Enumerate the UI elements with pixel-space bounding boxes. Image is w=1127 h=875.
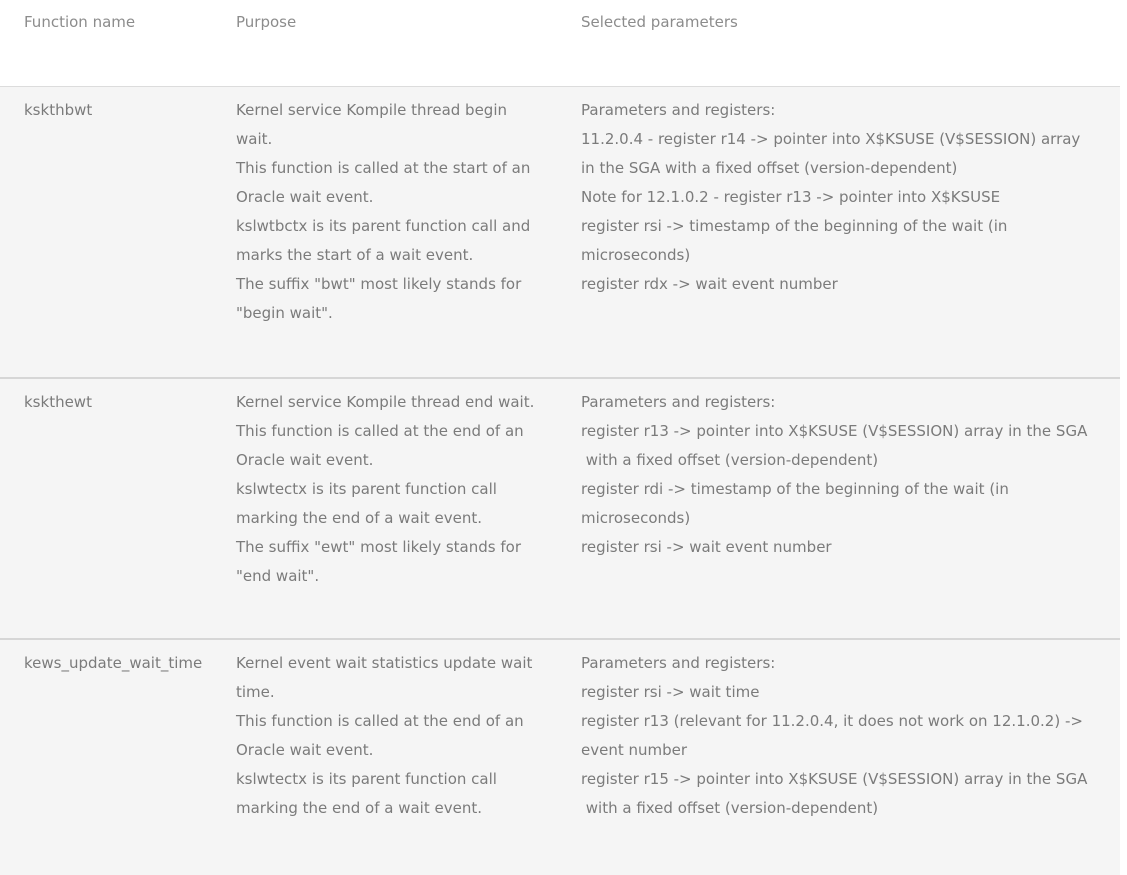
param-line: microseconds) bbox=[581, 246, 691, 264]
purpose-line: wait. bbox=[236, 130, 273, 148]
purpose-line: Kernel service Kompile thread end wait. bbox=[236, 393, 535, 411]
purpose-line: marks the start of a wait event. bbox=[236, 246, 474, 264]
purpose-line: "end wait". bbox=[236, 567, 320, 585]
param-line: with a fixed offset (version-dependent) bbox=[581, 451, 879, 469]
params-cell bbox=[581, 388, 1116, 562]
purpose-line: kslwtectx is its parent function call bbox=[236, 770, 497, 788]
param-line: event number bbox=[581, 741, 688, 759]
param-line: in the SGA with a fixed offset (version-dependent) bbox=[581, 159, 958, 177]
param-line: register r13 -> pointer into X$KSUSE (V$SESSION) array in the SGA bbox=[581, 422, 1088, 440]
table-row bbox=[0, 377, 1120, 638]
purpose-line: marking the end of a wait event. bbox=[236, 509, 482, 527]
function-name-cell: kskthewt bbox=[24, 393, 92, 411]
purpose-line: marking the end of a wait event. bbox=[236, 799, 482, 817]
param-line: register rsi -> timestamp of the beginning of the wait (in bbox=[581, 217, 1008, 235]
purpose-line: Oracle wait event. bbox=[236, 451, 374, 469]
param-line: register r15 -> pointer into X$KSUSE (V$SESSION) array in the SGA bbox=[581, 770, 1088, 788]
purpose-line: kslwtbctx is its parent function call and bbox=[236, 217, 531, 235]
param-line: register rsi -> wait event number bbox=[581, 538, 832, 556]
purpose-line: This function is called at the end of an bbox=[236, 712, 524, 730]
header-function-name: Function name bbox=[24, 13, 136, 31]
function-name-cell: kews_update_wait_time bbox=[24, 654, 203, 672]
purpose-cell bbox=[236, 649, 566, 823]
params-cell bbox=[581, 96, 1116, 299]
param-line: Parameters and registers: bbox=[581, 654, 776, 672]
function-name-cell: kskthbwt bbox=[24, 101, 93, 119]
table-row bbox=[0, 638, 1120, 875]
purpose-line: kslwtectx is its parent function call bbox=[236, 480, 497, 498]
purpose-line: This function is called at the start of an bbox=[236, 159, 531, 177]
params-cell bbox=[581, 649, 1116, 823]
header-purpose: Purpose bbox=[236, 13, 297, 31]
param-line: Note for 12.1.0.2 - register r13 -> pointer into X$KSUSE bbox=[581, 188, 1001, 206]
param-line: register rsi -> wait time bbox=[581, 683, 760, 701]
purpose-line: time. bbox=[236, 683, 275, 701]
param-line: 11.2.0.4 - register r14 -> pointer into X$KSUSE (V$SESSION) array bbox=[581, 130, 1081, 148]
purpose-line: Kernel service Kompile thread begin bbox=[236, 101, 508, 119]
param-line: with a fixed offset (version-dependent) bbox=[581, 799, 879, 817]
purpose-line: Oracle wait event. bbox=[236, 188, 374, 206]
purpose-line: Oracle wait event. bbox=[236, 741, 374, 759]
purpose-line: "begin wait". bbox=[236, 304, 333, 322]
table-row bbox=[0, 87, 1120, 377]
purpose-line: The suffix "ewt" most likely stands for bbox=[236, 538, 521, 556]
purpose-line: Kernel event wait statistics update wait bbox=[236, 654, 533, 672]
param-line: microseconds) bbox=[581, 509, 691, 527]
purpose-cell bbox=[236, 388, 566, 591]
header-selected-parameters: Selected parameters bbox=[581, 13, 738, 31]
purpose-line: This function is called at the end of an bbox=[236, 422, 524, 440]
purpose-line: The suffix "bwt" most likely stands for bbox=[236, 275, 522, 293]
purpose-cell bbox=[236, 96, 566, 328]
table-header bbox=[0, 0, 1120, 87]
param-line: register rdx -> wait event number bbox=[581, 275, 838, 293]
param-line: Parameters and registers: bbox=[581, 101, 776, 119]
param-line: register rdi -> timestamp of the beginning of the wait (in bbox=[581, 480, 1009, 498]
param-line: Parameters and registers: bbox=[581, 393, 776, 411]
param-line: register r13 (relevant for 11.2.0.4, it does not work on 12.1.0.2) -> bbox=[581, 712, 1083, 730]
